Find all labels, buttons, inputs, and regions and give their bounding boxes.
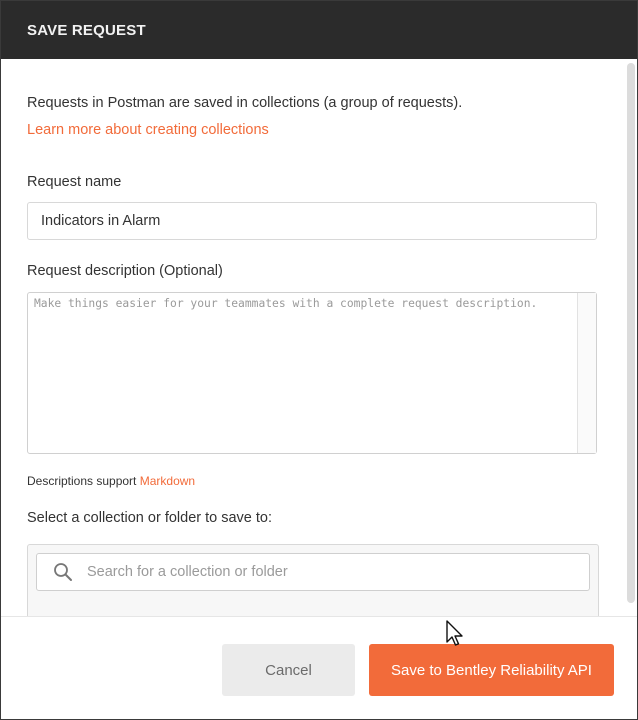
request-name-label: Request name <box>27 174 122 190</box>
request-description-label: Request description (Optional) <box>27 263 223 279</box>
learn-more-link[interactable]: Learn more about creating collections <box>27 122 269 138</box>
dialog-scrollbar[interactable] <box>627 63 635 603</box>
search-icon <box>45 554 81 590</box>
markdown-note <box>27 474 195 488</box>
request-description-box <box>27 292 597 454</box>
markdown-note-prefix: Descriptions support <box>27 474 137 488</box>
intro-text: Requests in Postman are saved in collections (a group of requests). <box>27 95 463 111</box>
dialog-body <box>1 59 625 617</box>
request-name-input[interactable] <box>27 202 597 240</box>
cancel-button[interactable]: Cancel <box>222 644 355 696</box>
dialog-footer <box>1 616 637 719</box>
markdown-link[interactable]: Markdown <box>139 474 196 488</box>
dialog-header <box>1 1 637 59</box>
description-scrollbar[interactable] <box>577 293 596 453</box>
collection-search-input[interactable] <box>81 563 589 581</box>
collection-label: Select a collection or folder to save to: <box>27 510 273 526</box>
save-button[interactable]: Save to Bentley Reliability API <box>369 644 614 696</box>
request-description-input[interactable] <box>28 293 576 453</box>
collection-search-box[interactable] <box>36 553 590 591</box>
collection-picker <box>27 544 599 617</box>
dialog-title: SAVE REQUEST <box>27 21 146 39</box>
